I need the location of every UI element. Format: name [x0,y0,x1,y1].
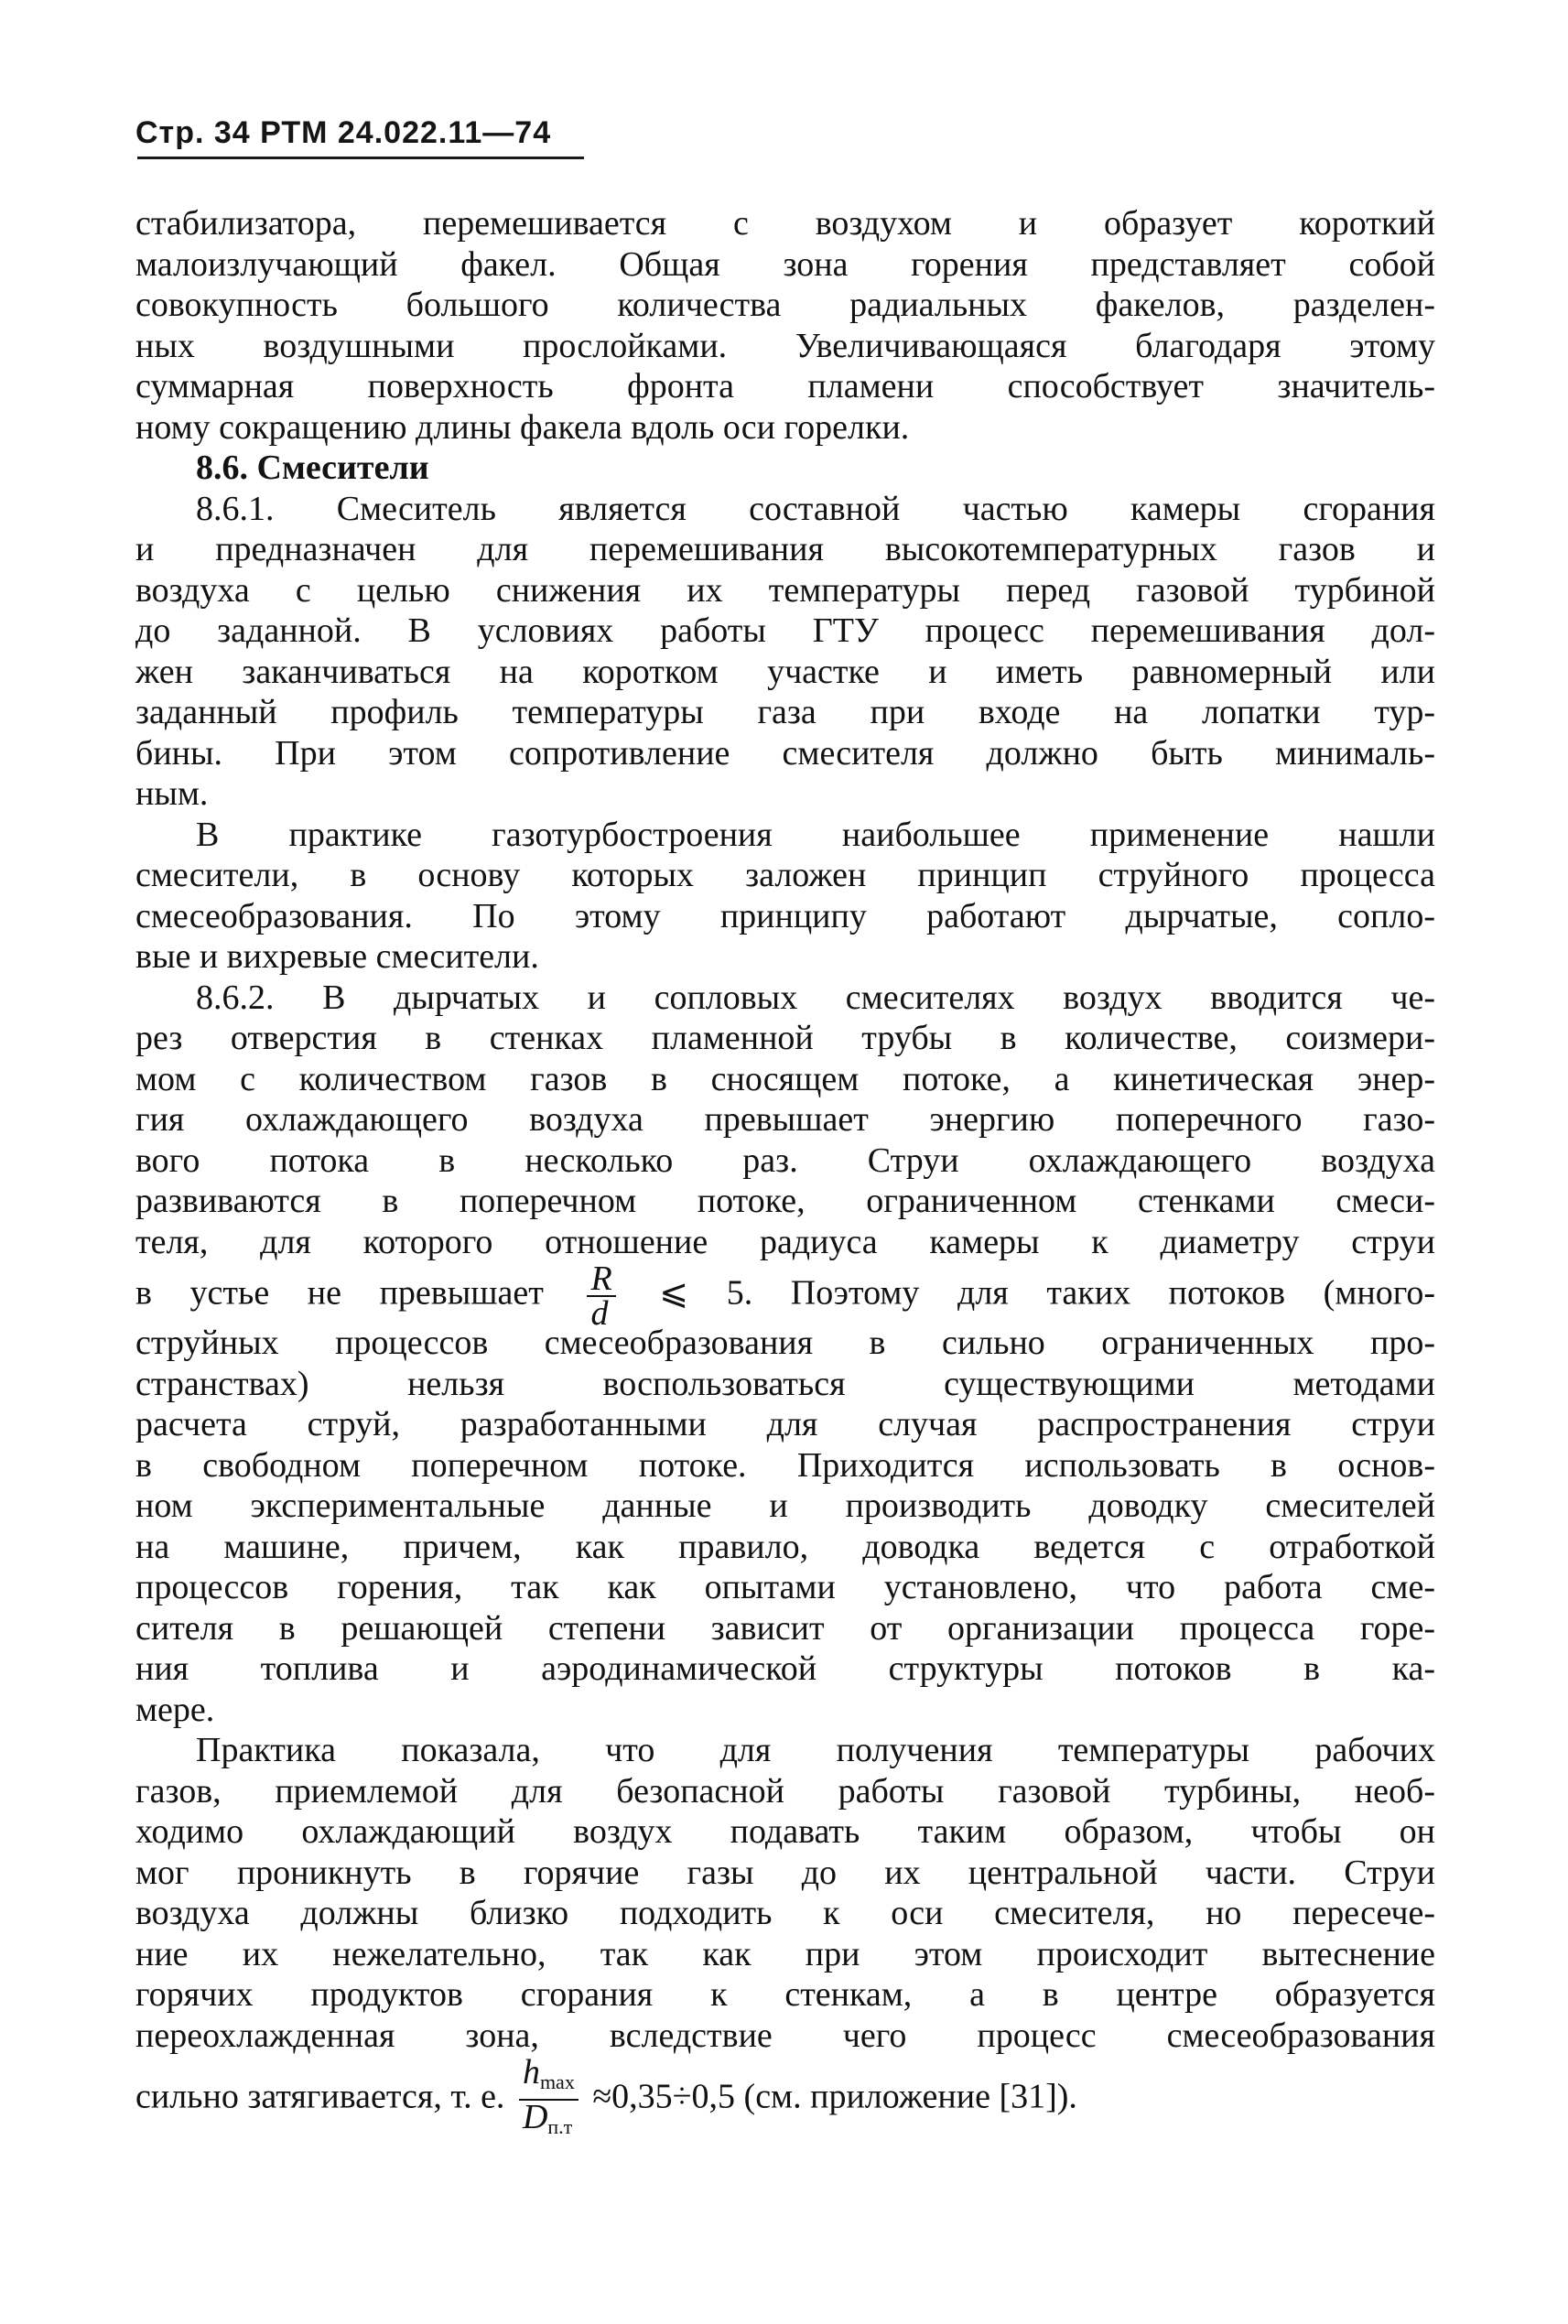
paragraph-practice [135,815,1435,978]
text-line: бины. При этом сопротивление смесителя должно быть минималь- [135,733,1435,773]
paragraph-practice-showed [135,1730,1435,2138]
denominator-symbol: D [522,2098,548,2136]
paragraph-continuation [135,203,1435,448]
text-line: и предназначен для перемешивания высокотемпературных газов и [135,530,1435,568]
text-line: заданный профиль температуры газа при входе на лопатки тур- [135,693,1435,731]
text-line: ние их нежелательно, так как при этом происходит вытеснение [135,1934,1435,1973]
text-line: воздуха должны близко подходить к оси смесителя, но пересече- [135,1894,1435,1932]
text-line: развиваются в поперечном потоке, ограниченном стенками смеси- [135,1182,1435,1220]
header-rule [137,157,584,159]
text-line: малоизлучающий факел. Общая зона горения представляет собой [135,244,1435,284]
text-line: переохлажденная зона, вследствие чего процесс смесеобразования [135,2016,1435,2055]
text-line: мом с количеством газов в сносящем потоке, а кинетическая энер- [135,1059,1435,1098]
text-line: газов, приемлемой для безопасной работы газовой турбины, необ- [135,1771,1435,1811]
text-line: стабилизатора, перемешивается с воздухом и образует короткий [135,204,1435,243]
text-line: ном экспериментальные данные и производить доводку смесителей [135,1486,1435,1525]
denominator-subscript: п.т [547,2115,573,2138]
numerator-symbol: h [522,2053,540,2092]
text-line: на машине, причем, как правило, доводка ведется с отработкой [135,1527,1435,1566]
text-line: смесеобразования. По этому принципу работают дырчатые, сопло- [135,896,1435,935]
section-heading: 8.6. Смесители [196,449,429,487]
text-line: воздуха с целью снижения их температуры перед газовой турбиной [135,570,1435,610]
text-line: Практика показала, что для получения температуры рабочих [196,1731,1435,1769]
paragraph-8-6-2 [135,978,1435,1731]
text-line: 8.6.1. Смеситель является составной частью камеры сгорания [196,489,1435,528]
text-line: 8.6.2. В дырчатых и сопловых смесителях воздух вводится че- [196,978,1435,1017]
text-line: струйных процессов смесеобразования в сильно ограниченных про- [135,1324,1435,1362]
text-line: вого потока в несколько раз. Струи охлаждающего воздуха [135,1140,1435,1180]
formula-text-after: ≈0,35÷0,5 (см. приложение [31]). [592,2077,1077,2116]
text-line: ным. [135,774,209,813]
text-line: ных воздушными прослойками. Увеличивающаяся благодаря этому [135,326,1435,365]
numerator-subscript: max [539,2070,575,2093]
text-line: теля, для которого отношение радиуса камеры к диаметру струи [135,1222,1435,1261]
text-line: мере. [135,1690,215,1729]
fraction-hmax-over-dpt [519,2053,579,2144]
formula-text-after: ⩽ 5. Поэтому для таких потоков (много- [659,1273,1436,1313]
text-line: до заданной. В условиях работы ГТУ процесс перемешивания дол- [135,611,1435,650]
text-line: совокупность большого количества радиальных факелов, разделен- [135,286,1435,324]
text-line: мог проникнуть в горячие газы до их центральной части. Струи [135,1853,1435,1892]
text-line: смесители, в основу которых заложен принцип струйного процесса [135,856,1435,894]
text-line: ходимо охлаждающий воздух подавать таким образом, чтобы он [135,1812,1435,1851]
text-line: расчета струй, разработанными для случая распространения струи [135,1405,1435,1443]
text-line: В практике газотурбостроения наибольшее применение нашли [196,815,1435,854]
text-line: суммарная поверхность фронта пламени способствует значитель- [135,367,1435,405]
paragraph-8-6-1 [135,489,1435,815]
fraction-denominator: d [590,1294,609,1333]
text-line: ния топлива и аэродинамической структуры потоков в ка- [135,1649,1435,1688]
text-line: жен заканчиваться на коротком участке и иметь равномерный или [135,652,1435,691]
text-line: процессов горения, так как опытами установлено, что работа сме- [135,1568,1435,1606]
text-line: вые и вихревые смесители. [135,937,539,976]
text-line: ному сокращению длины факела вдоль оси горелки. [135,407,910,447]
text-line: в свободном поперечном потоке. Приходится использовать в основ- [135,1445,1435,1485]
fraction-numerator [519,2053,579,2101]
text-line: гия охлаждающего воздуха превышает энергию поперечного газо- [135,1100,1435,1139]
text-line: странствах) нельзя воспользоваться существующими методами [135,1364,1435,1403]
formula-text-before: сильно затягивается, т. е. [135,2077,505,2116]
text-line: сителя в решающей степени зависит от организации процесса горе- [135,1608,1435,1648]
text-line: горячих продуктов сгорания к стенкам, а в центре образуется [135,1975,1435,2014]
running-head: Стр. 34 РТМ 24.022.11—74 [135,115,552,150]
body-text [135,203,1436,2138]
fraction-denominator [519,2098,579,2144]
formula-text-before: в устье не превышает [135,1273,544,1313]
fraction-r-over-d [587,1259,615,1333]
formula-line [135,2053,1435,2138]
text-line: рез отверстия в стенках пламенной трубы в количестве, соизмери- [135,1019,1435,1057]
fraction-numerator: R [587,1262,615,1297]
formula-line [135,1259,1436,1333]
